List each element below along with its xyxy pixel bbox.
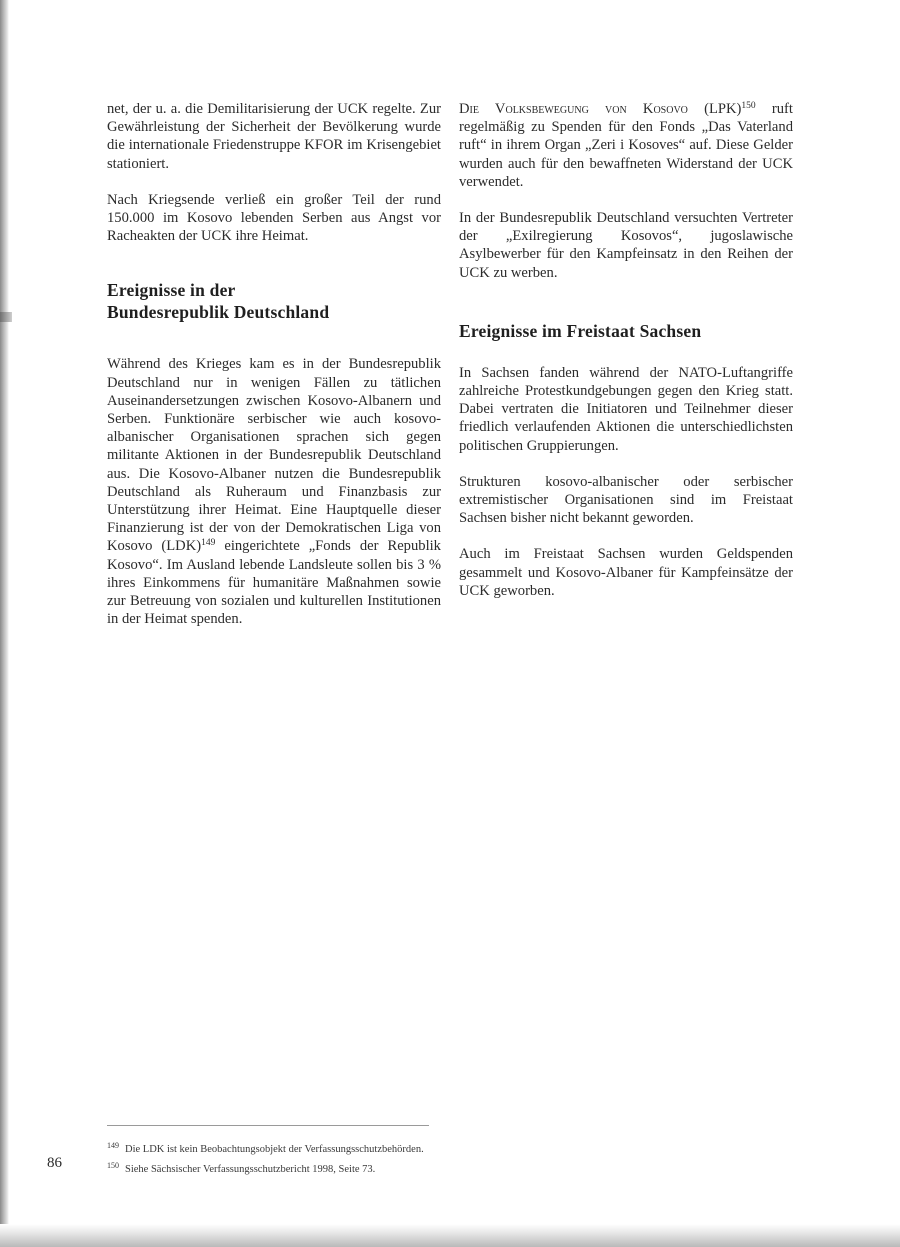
- footnote-number: 150: [107, 1161, 119, 1170]
- footnote-ref-149: 149: [201, 538, 216, 549]
- heading-line: Ereignisse in der: [107, 280, 236, 301]
- paragraph: Strukturen kosovo-albanischer oder serbischer extremistischer Organisationen sind im Freistaat Sachsen bisher nicht bekannt geworden.: [459, 473, 793, 527]
- binding-mark: [0, 312, 12, 322]
- left-column: [107, 100, 441, 646]
- footnote-text: Siehe Sächsischer Verfassungsschutzbericht 1998, Seite 73.: [125, 1164, 376, 1175]
- section-heading-bundesrepublik: [107, 279, 441, 323]
- footnote-text: Die LDK ist kein Beobachtungsobjekt der Verfassungsschutzbehörden.: [125, 1144, 424, 1155]
- page-edge-shadow: [0, 1224, 900, 1247]
- page-number: 86: [47, 1155, 62, 1171]
- footnotes: [107, 1138, 707, 1178]
- paragraph: net, der u. a. die Demilitarisierung der UCK regelte. Zur Gewährleistung der Sicherheit der Bevölkerung wurde die internationale Friedenstruppe KFOR im Krisengebiet stationiert.: [107, 101, 441, 172]
- footnote-ref-150: 150: [741, 101, 756, 111]
- organization-name: Die Volksbewegung von Kosovo: [459, 101, 688, 117]
- paragraph: Auch im Freistaat Sachsen wurden Geldspenden gesammelt und Kosovo-Albaner für Kampfeinsätze der UCK geworben.: [459, 546, 793, 599]
- paragraph-text: (LPK): [687, 101, 742, 117]
- paragraph-text: Während des Krieges kam es in der Bundesrepublik Deutschland nur in wenigen Fällen zu tätlichen Auseinandersetzungen zwischen Kosovo-Albanern und Serben. Funktionäre serbischer wie auch kosovo-albanischer Organisationen sprachen sich gegen militante Aktionen in der Bundesrepublik Deutschland aus. Die Kosovo-Albaner nutzen die Bundesrepublik Deutschland als Ruheraum und Finanzbasis zur Unterstützung ihrer Heimat. Eine Hauptquelle dieser Finanzierung ist der von der Demokratischen Liga von Kosovo (LDK): [107, 356, 441, 555]
- paragraph-text: ruft regelmäßig zu Spenden für den Fonds „Das Vaterland ruft“ in ihrem Organ „Zeri i Kosoves“ auf. Diese Gelder wurden auch für den bewaffneten Widerstand der UCK verwendet.: [459, 101, 793, 190]
- footnote-149: [107, 1138, 707, 1158]
- paragraph-text: eingerichtete „Fonds der Republik Kosovo“. Im Ausland lebende Landsleute sollen bis 3 % ihres Einkommens für humanitäre Maßnahmen sowie zur Betreuung von sozialen und kulturellen Institutionen in der Heimat spenden.: [107, 538, 441, 628]
- heading-line: Bundesrepublik Deutschland: [107, 302, 330, 323]
- paragraph: [107, 355, 441, 628]
- paragraph: In Sachsen fanden während der NATO-Luftangriffe zahlreiche Protestkundgebungen gegen den Krieg statt. Dabei vertraten die Initiatoren und Teilnehmer dieser friedlich verlaufenden Aktionen die unterschiedlichsten politischen Gruppierungen.: [459, 364, 793, 454]
- paragraph: In der Bundesrepublik Deutschland versuchten Vertreter der „Exilregierung Kosovos“, jugoslawische Asylbewerber für den Kampfeinsatz in den Reihen der UCK zu werben.: [459, 210, 793, 281]
- paragraph: [459, 100, 793, 191]
- section-heading-sachsen: Ereignisse im Freistaat Sachsen: [459, 320, 702, 341]
- footnote-150: [107, 1158, 707, 1178]
- paragraph: Nach Kriegsende verließ ein großer Teil der rund 150.000 im Kosovo lebenden Serben aus Angst vor Racheakten der UCK ihre Heimat.: [107, 191, 441, 245]
- binding-shadow: [0, 0, 9, 1247]
- right-column: [459, 100, 793, 618]
- footnote-number: 149: [107, 1141, 119, 1150]
- footnote-rule: [107, 1125, 429, 1126]
